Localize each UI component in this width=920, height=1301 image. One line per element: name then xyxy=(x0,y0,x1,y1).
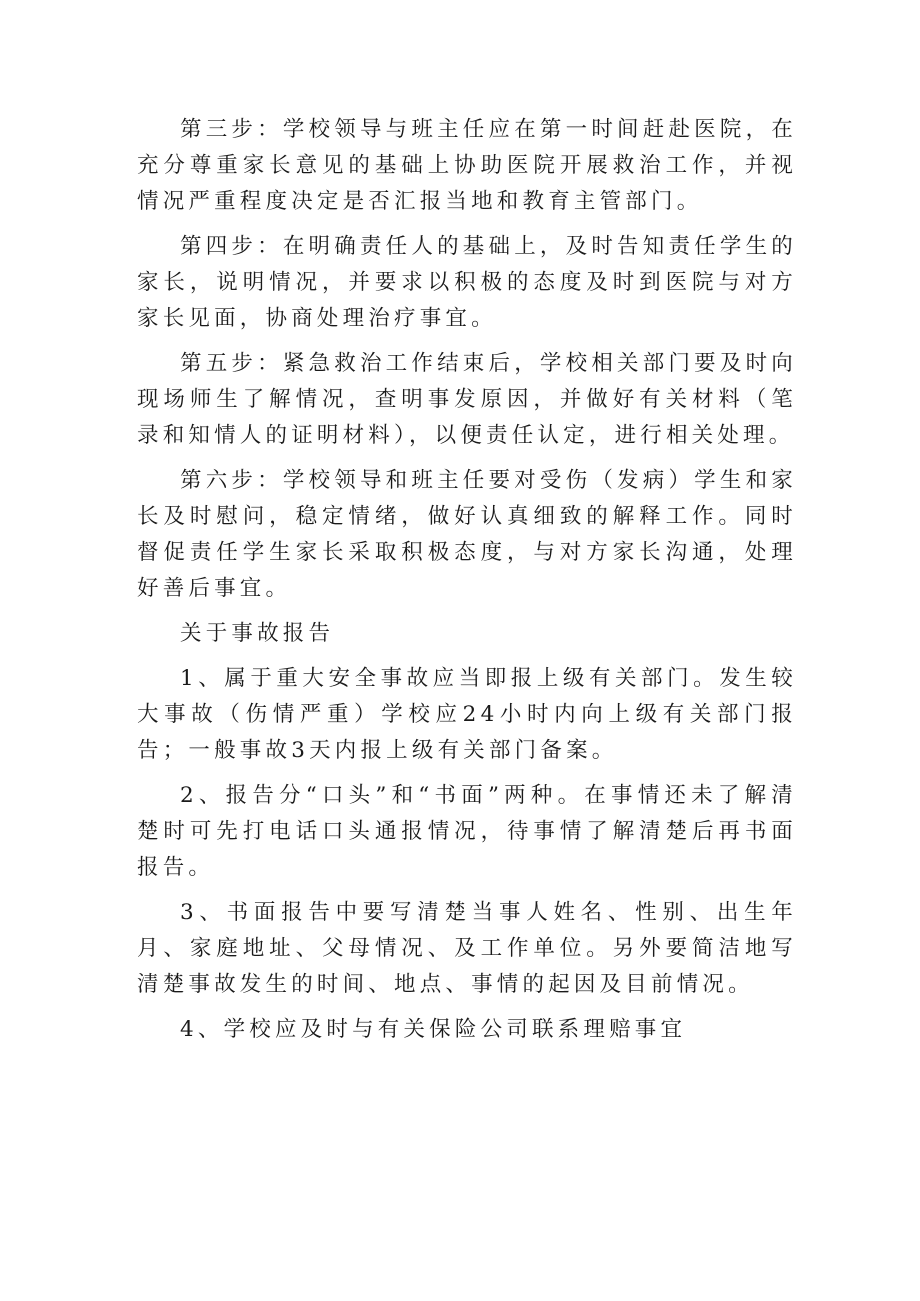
report-item-1: 1、属于重大安全事故应当即报上级有关部门。发生较大事故（伤情严重）学校应24小时内向上级有关部门报告；一般事故3天内报上级有关部门备案。 xyxy=(137,666,797,763)
report-item-3: 3、书面报告中要写清楚当事人姓名、性别、出生年月、家庭地址、父母情况、及工作单位。另外要简洁地写清楚事故发生的时间、地点、事情的起因及目前情况。 xyxy=(137,900,797,997)
paragraph-step-five: 第五步：紧急救治工作结束后，学校相关部门要及时向现场师生了解情况，查明事发原因，并做好有关材料（笔录和知情人的证明材料），以便责任认定，进行相关处理。 xyxy=(137,351,797,448)
section-heading-accident-report: 关于事故报告 xyxy=(180,621,335,646)
report-item-2: 2、报告分“口头”和“书面”两种。在事情还未了解清楚时可先打电话口头通报情况，待事情了解清楚后再书面报告。 xyxy=(137,783,797,880)
document-body xyxy=(137,112,797,1057)
report-item-4: 4、学校应及时与有关保险公司联系理赔事宜 xyxy=(180,1017,687,1042)
paragraph-step-four: 第四步：在明确责任人的基础上，及时告知责任学生的家长，说明情况，并要求以积极的态度及时到医院与对方家长见面，协商处理治疗事宜。 xyxy=(137,234,797,331)
paragraph-step-six: 第六步：学校领导和班主任要对受伤（发病）学生和家长及时慰问，稳定情绪，做好认真细致的解释工作。同时督促责任学生家长采取积极态度，与对方家长沟通，处理好善后事宜。 xyxy=(137,468,797,601)
paragraph-step-three: 第三步：学校领导与班主任应在第一时间赶赴医院，在充分尊重家长意见的基础上协助医院开展救治工作，并视情况严重程度决定是否汇报当地和教育主管部门。 xyxy=(137,117,797,214)
